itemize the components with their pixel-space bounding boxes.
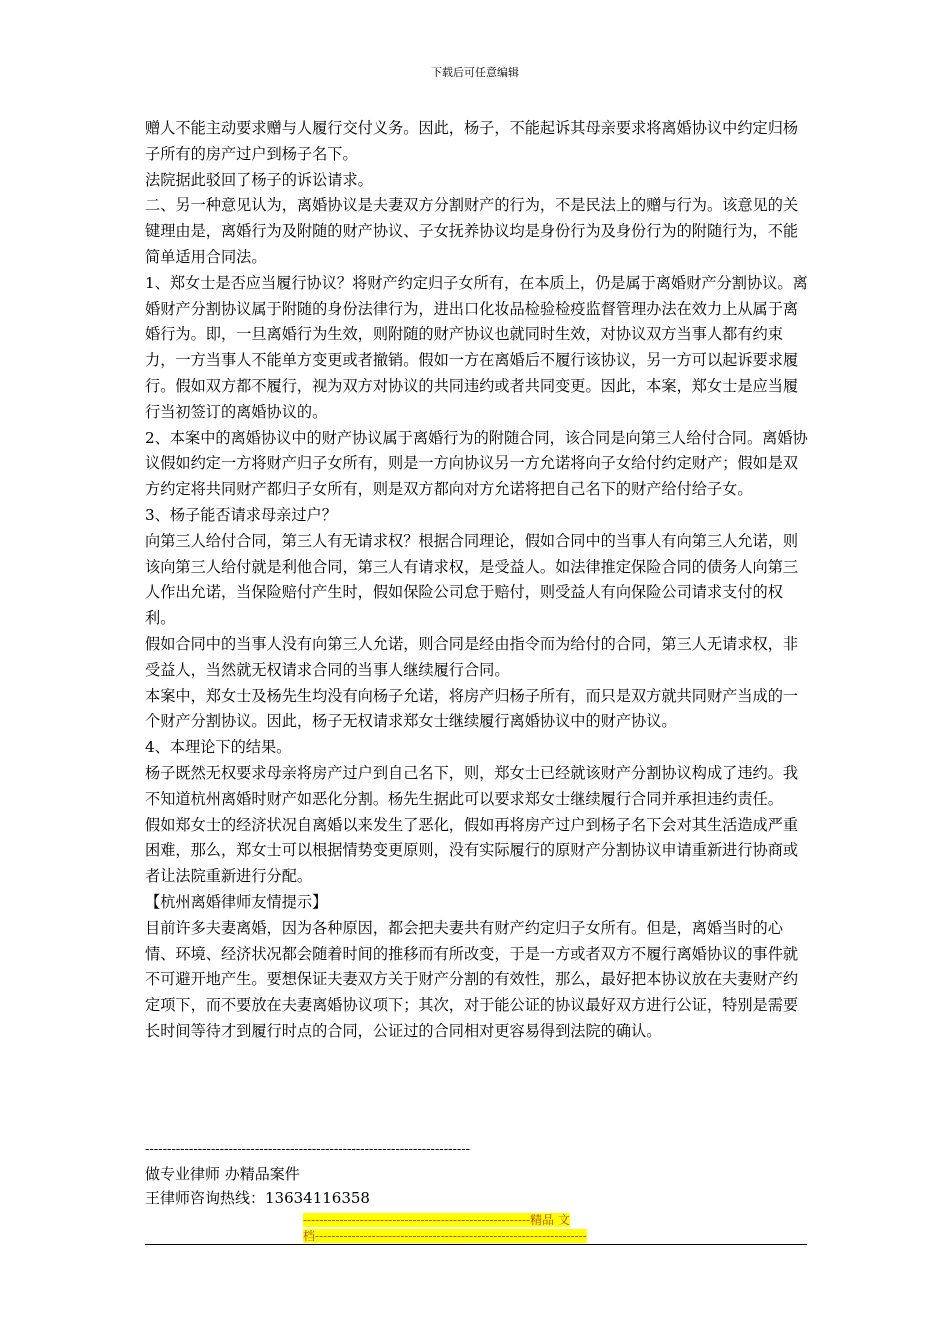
paragraph: 赠人不能主动要求赠与人履行交付义务。因此，杨子，不能起诉其母亲要求将离婚协议中约定归杨子所有的房产过户到杨子名下。 — [145, 119, 799, 163]
footer-hotline: 王律师咨询热线：13634116358 — [145, 1189, 370, 1207]
highlight-line-1: --------------------------------------------------------精品 文 — [303, 1213, 570, 1227]
footer-slogan: 做专业律师 办精品案件 — [145, 1165, 300, 1183]
highlight-line-2: 档------------------------------------------------------------------- — [303, 1229, 587, 1243]
paragraph: 2、本案中的离婚协议中的财产协议属于离婚行为的附随合同，该合同是向第三人给付合同。离婚协议假如约定一方将财产归子女所有，则是一方向协议另一方允诺将向子女给付约定财产；假如是双方约定将共同财产都归子女所有，则是双方都向对方允诺将把自己名下的财产给付给子女。 — [145, 428, 808, 499]
paragraph: 杨子既然无权要求母亲将房产过户到自己名下，则，郑女士已经就该财产分割协议构成了违约。我不知道杭州离婚时财产如恶化分割。杨先生据此可以要求郑女士继续履行合同并承担违约责任。 — [145, 763, 799, 808]
paragraph: 二、另一种意见认为，离婚协议是夫妻双方分割财产的行为，不是民法上的赠与行为。该意见的关键理由是，离婚行为及附随的财产协议、子女抚养协议均是身份行为及身份行为的附随行为，不能简单适用合同法。 — [145, 196, 799, 266]
paragraph: 法院据此驳回了杨子的诉讼请求。 — [145, 170, 373, 189]
page-header: 下载后可任意编辑 — [431, 66, 519, 79]
highlight-banner — [303, 1212, 648, 1244]
paragraph: 假如郑女士的经济状况自离婚以来发生了恶化，假如再将房产过户到杨子名下会对其生活造成严重困难，那么，郑女士可以根据情势变更原则，没有实际履行的原财产分割协议申请重新进行协商或者让法院重新进行分配。 — [145, 815, 799, 886]
footer-separator: -------------------------------------------------------------------------- — [145, 1142, 471, 1157]
paragraph: 向第三人给付合同，第三人有无请求权？根据合同理论，假如合同中的当事人有向第三人允诺，则该向第三人给付就是利他合同，第三人有请求权，是受益人。如法律推定保险合同的债务人向第三人作出允诺，当保险赔付产生时，假如保险公司怠于赔付，则受益人有向保险公司请求支付的权利。 — [145, 531, 799, 628]
paragraph: 假如合同中的当事人没有向第三人允诺，则合同是经由指令而为给付的合同，第三人无请求权，非受益人，当然就无权请求合同的当事人继续履行合同。 — [145, 634, 799, 679]
footer — [145, 1142, 810, 1210]
document-body — [145, 116, 810, 1045]
tip-heading: 【杭州离婚律师友情提示】 — [145, 892, 328, 911]
section-heading: 4、本理论下的结果。 — [145, 738, 292, 757]
bottom-divider — [145, 1244, 807, 1245]
section-heading: 3、杨子能否请求母亲过户？ — [145, 505, 337, 524]
paragraph: 本案中，郑女士及杨先生均没有向杨子允诺，将房产归杨子所有，而只是双方就共同财产当成的一个财产分割协议。因此，杨子无权请求郑女士继续履行离婚协议中的财产协议。 — [145, 686, 799, 731]
paragraph: 1、郑女士是否应当履行协议？将财产约定归子女所有，在本质上，仍是属于离婚财产分割协议。离婚财产分割协议属于附随的身份法律行为，进出口化妆品检验检疫监督管理办法在效力上从属于离婚行为。即，一旦离婚行为生效，则附随的财产协议也就同时生效，对协议双方当事人都有约束力，一方当事人不能单方变更或者撤销。假如一方在离婚后不履行该协议，另一方可以起诉要求履行。假如双方都不履行，视为双方对协议的共同违约或者共同变更。因此，本案，郑女士是应当履行当初签订的离婚协议的。 — [145, 273, 808, 421]
paragraph: 目前许多夫妻离婚，因为各种原因，都会把夫妻共有财产约定归子女所有。但是，离婚当时的心情、环境、经济状况都会随着时间的推移而有所改变，于是一方或者双方不履行离婚协议的事件就不可避开地产生。要想保证夫妻双方关于财产分割的有效性，那么，最好把本协议放在夫妻财产约定项下，而不要放在夫妻离婚协议项下；其次，对于能公证的协议最好双方进行公证，特别是需要长时间等待才到履行时点的合同，公证过的合同相对更容易得到法院的确认。 — [145, 918, 799, 1040]
